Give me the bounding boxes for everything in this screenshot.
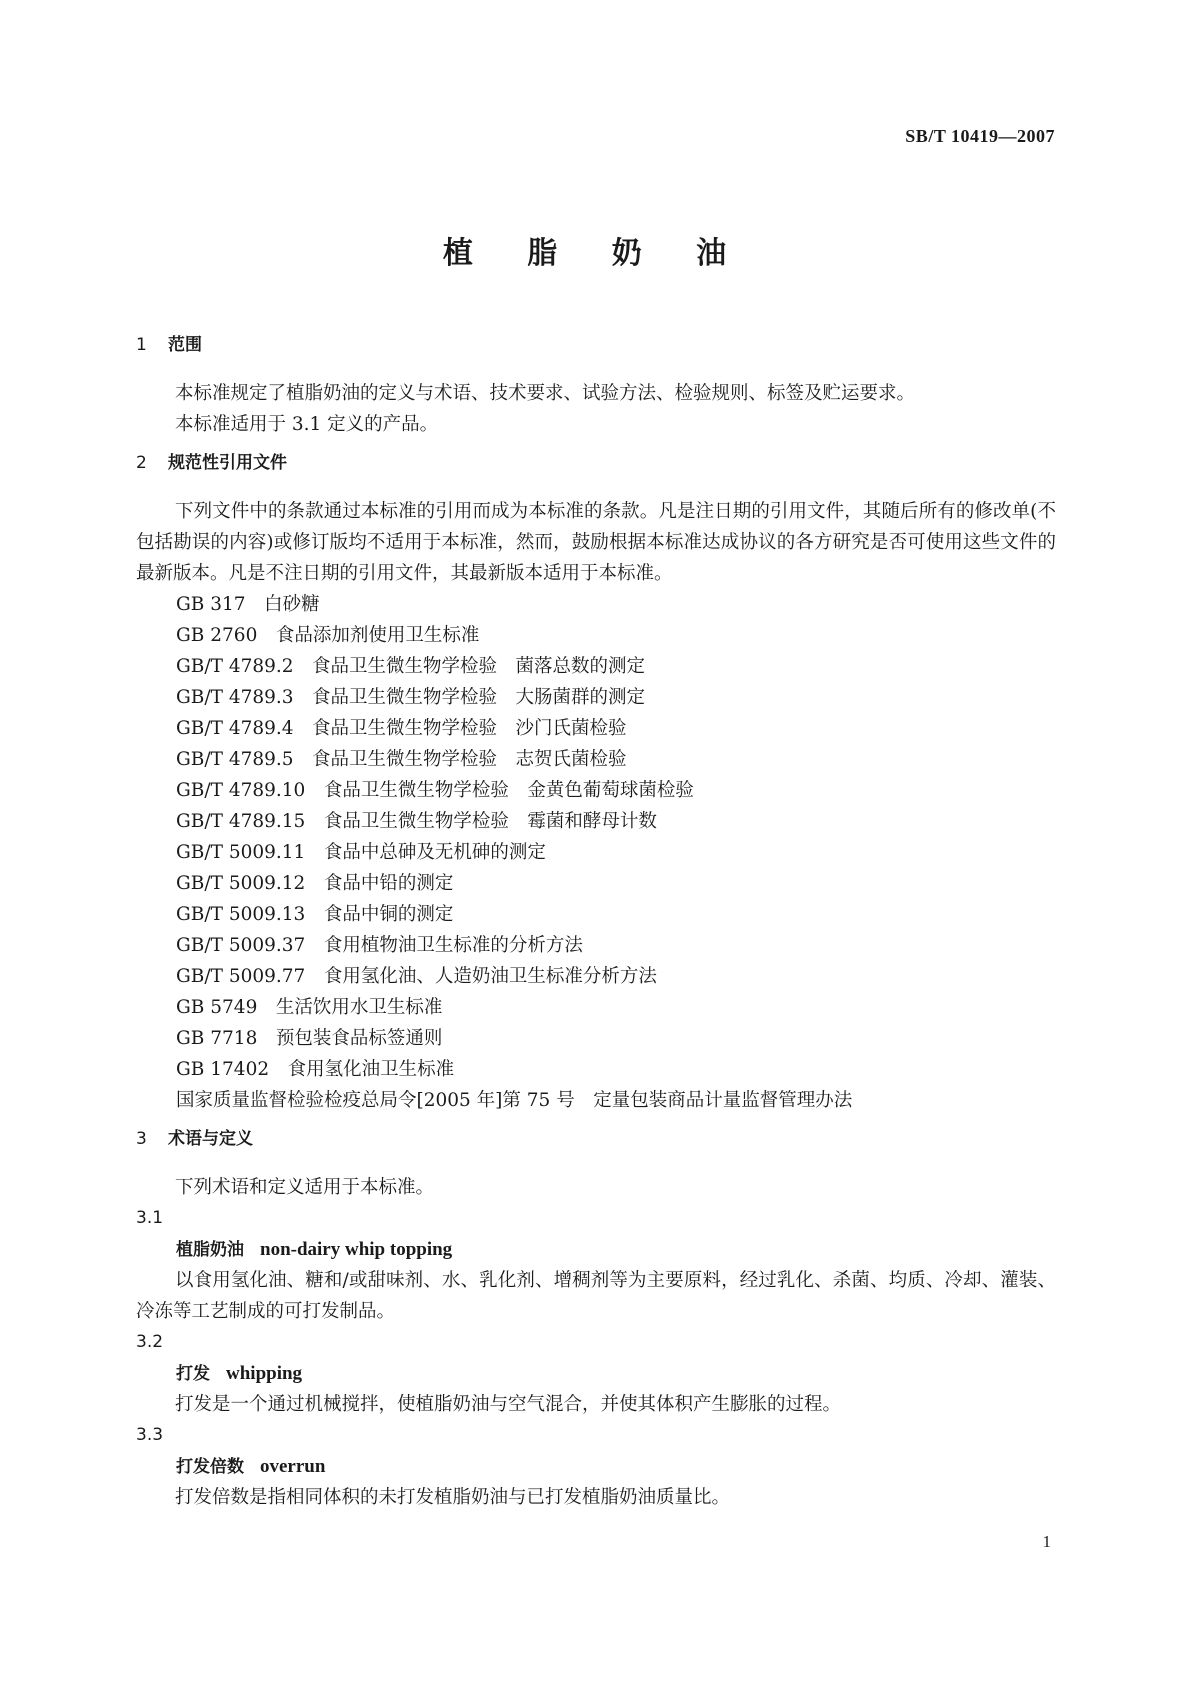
reference-item: GB/T 5009.37 食用植物油卫生标准的分析方法 xyxy=(176,935,583,956)
reference-item: GB/T 4789.10 食品卫生微生物学检验 金黄色葡萄球菌检验 xyxy=(176,780,694,801)
reference-item: GB/T 4789.15 食品卫生微生物学检验 霉菌和酵母计数 xyxy=(176,811,657,832)
term-entry xyxy=(136,1203,1056,1327)
term-zh: 打发 xyxy=(176,1364,210,1384)
reference-item: GB 17402 食用氢化油卫生标准 xyxy=(176,1059,455,1080)
references-intro: 下列文件中的条款通过本标准的引用而成为本标准的条款。凡是注日期的引用文件，其随后所有的修改单(不包括勘误的内容)或修订版均不适用于本标准，然而，鼓励根据本标准达成协议的各方研究是否可使用这些文件的最新版本。凡是不注日期的引用文件，其最新版本适用于本标准。 xyxy=(136,501,1056,584)
section-heading-scope xyxy=(136,326,1056,364)
section-title: 术语与定义 xyxy=(168,1129,253,1149)
term-en: whipping xyxy=(226,1363,303,1384)
reference-item: GB/T 5009.13 食品中铜的测定 xyxy=(176,904,454,925)
term-en: overrun xyxy=(260,1456,326,1477)
term-en: non-dairy whip topping xyxy=(260,1239,453,1260)
terms-intro: 下列术语和定义适用于本标准。 xyxy=(175,1177,435,1198)
reference-item: GB 2760 食品添加剂使用卫生标准 xyxy=(176,625,480,646)
term-definition: 打发倍数是指相同体积的未打发植脂奶油与已打发植脂奶油质量比。 xyxy=(175,1487,731,1508)
term-number: 3.2 xyxy=(136,1332,164,1352)
section-number: 2 xyxy=(136,453,147,473)
term-heading xyxy=(136,1451,1056,1482)
term-entry xyxy=(136,1327,1056,1420)
scope-paragraph: 本标准适用于 3.1 定义的产品。 xyxy=(175,414,439,435)
reference-list xyxy=(136,589,1056,1116)
term-number: 3.3 xyxy=(136,1425,164,1445)
term-heading xyxy=(136,1358,1056,1389)
reference-item: GB/T 5009.12 食品中铅的测定 xyxy=(176,873,454,894)
reference-item: GB/T 4789.2 食品卫生微生物学检验 菌落总数的测定 xyxy=(176,656,646,677)
term-zh: 植脂奶油 xyxy=(176,1240,244,1260)
section-heading-terms-definitions xyxy=(136,1120,1056,1158)
section-title: 范围 xyxy=(168,335,202,355)
section-heading-normative-references xyxy=(136,444,1056,482)
reference-item: GB 5749 生活饮用水卫生标准 xyxy=(176,997,443,1018)
section-number: 3 xyxy=(136,1129,147,1149)
reference-item: GB/T 4789.5 食品卫生微生物学检验 志贺氏菌检验 xyxy=(176,749,627,770)
scope-paragraph: 本标准规定了植脂奶油的定义与术语、技术要求、试验方法、检验规则、标签及贮运要求。 xyxy=(175,383,916,404)
reference-item: GB 317 白砂糖 xyxy=(176,594,320,615)
reference-item: GB/T 4789.3 食品卫生微生物学检验 大肠菌群的测定 xyxy=(176,687,646,708)
page-number: 1 xyxy=(1042,1532,1051,1551)
term-heading xyxy=(136,1234,1056,1265)
term-number: 3.1 xyxy=(136,1208,164,1228)
term-definition: 以食用氢化油、糖和/或甜味剂、水、乳化剂、增稠剂等为主要原料，经过乳化、杀菌、均质、冷却、灌装、冷冻等工艺制成的可打发制品。 xyxy=(136,1270,1056,1322)
reference-item: GB/T 5009.77 食用氢化油、人造奶油卫生标准分析方法 xyxy=(176,966,657,987)
term-definition: 打发是一个通过机械搅拌，使植脂奶油与空气混合，并使其体积产生膨胀的过程。 xyxy=(175,1394,842,1415)
reference-item: 国家质量监督检验检疫总局令[2005 年]第 75 号 定量包装商品计量监督管理办法 xyxy=(176,1090,853,1111)
term-entry xyxy=(136,1420,1056,1513)
reference-item: GB/T 4789.4 食品卫生微生物学检验 沙门氏菌检验 xyxy=(176,718,627,739)
document-code: SB/T 10419—2007 xyxy=(905,126,1055,146)
term-zh: 打发倍数 xyxy=(176,1457,244,1477)
section-number: 1 xyxy=(136,335,147,355)
reference-item: GB 7718 预包装食品标签通则 xyxy=(176,1028,443,1049)
document-title: 植 脂 奶 油 xyxy=(442,236,749,271)
section-title: 规范性引用文件 xyxy=(168,453,287,473)
document-body xyxy=(136,322,1056,1513)
reference-item: GB/T 5009.11 食品中总砷及无机砷的测定 xyxy=(176,842,546,863)
